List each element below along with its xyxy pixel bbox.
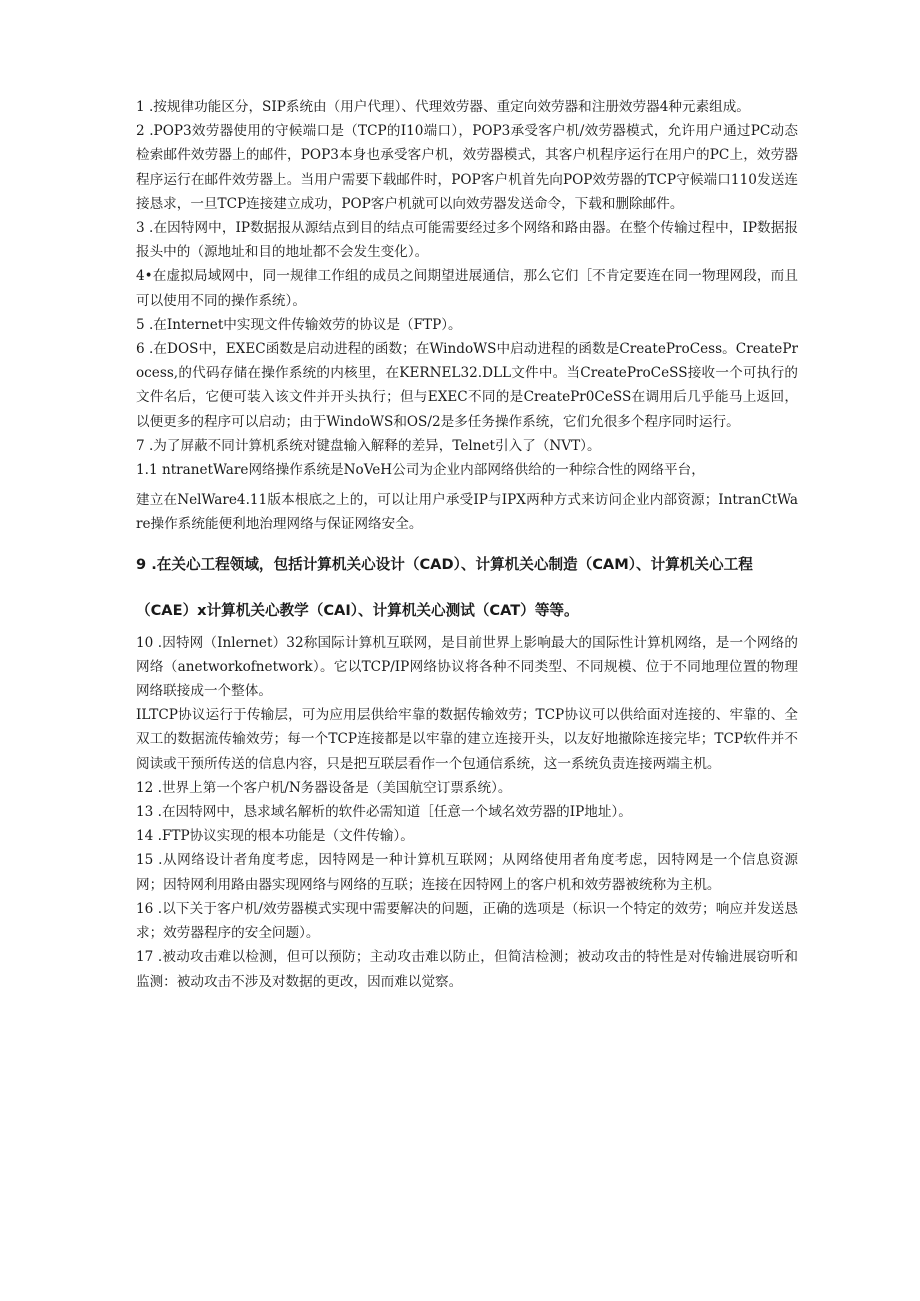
- paragraph-4: 4•在虚拟局域网中，同一规律工作组的成员之间期望进展通信，那么它们［不肯定要连在同一物理网段，而且可以使用不同的操作系统）。: [136, 268, 798, 309]
- paragraph-9-line-2: （CAE）x计算机关心教学（CAI）、计算机关心测试（CAT）等等。: [136, 601, 579, 619]
- paragraph-2: 2 .POP3效劳器使用的守候端口是（TCP的I10端口），POP3承受客户机/效劳器模式，允许用户通过PC动态检索邮件效劳器上的邮件，POP3本身也承受客户机，效劳器模式，其客户机程序运行在用户的PC上，效劳器程序运行在邮件效劳器上。当用户需要下载邮件时，POP客户机首先向POP效劳器的TCP守候端口110发送连接恳求，一旦TCP连接建立成功，POP客户机就可以向效劳器发送命令，下载和删除邮件。: [136, 123, 798, 212]
- paragraph-8b: 建立在NelWare4.11版本根底之上的，可以让用户承受IP与IPX两种方式来访问企业内部资源；IntranCtWare操作系统能便利地治理网络与保证网络安全。: [136, 492, 798, 533]
- paragraph-13: 13 .在因特网中，恳求域名解析的软件必需知道［任意一个域名效劳器的IP地址）。: [136, 804, 632, 821]
- paragraph-5: 5 .在Internet中实现文件传输效劳的协议是（FTP）。: [136, 316, 462, 333]
- paragraph-16: 16 .以下关于客户机/效劳器模式实现中需要解决的问题，正确的选项是（标识一个特定的效劳；响应并发送恳求；效劳器程序的安全问题）。: [136, 900, 798, 942]
- paragraph-17: 17 .被动攻击难以检测，但可以预防；主动攻击难以防止，但简洁检测；被动攻击的特性是对传输进展窃听和监测：被动攻击不涉及对数据的更改，因而难以觉察。: [136, 949, 798, 990]
- paragraph-3: 3 .在因特网中，IP数据报从源结点到目的结点可能需要经过多个网络和路由器。在整个传输过程中，IP数据报报头中的（源地址和目的地址都不会发生变化）。: [136, 220, 798, 261]
- paragraph-7: 7 .为了屏蔽不同计算机系统对键盘输入解释的差异，Telnet引入了（NVT）。: [136, 437, 601, 454]
- paragraph-8a: 1.1 ntranetWare网络操作系统是NoVeH公司为企业内部网络供给的一种综合性的网络平台，: [136, 462, 705, 479]
- paragraph-9-line-1: 9 .在关心工程领域，包括计算机关心设计（CAD）、计算机关心制造（CAM）、计算机关心工程: [136, 555, 753, 573]
- paragraph-1: 1 .按规律功能区分，SIP系统由（用户代理）、代理效劳器、重定向效劳器和注册效劳器4种元素组成。: [136, 99, 750, 115]
- paragraph-6: 6 .在DOS中，EXEC函数是启动进程的函数；在WindoWS中启动进程的函数是CreateProCess。CreateProcess,的代码存储在操作系统的内核里，在KERNEL32.DLL文件中。当CreateProCeSS接收一个可执行的文件名后，它便可装入该文件并开头执行；但与EXEC不同的是CreatePr0CeSS在调用后几乎能马上返回，以便更多的程序可以启动；由于WindoWS和OS/2是多任务操作系统，它们允很多个程序同时运行。: [136, 341, 798, 430]
- paragraph-14: 14 .FTP协议实现的根本功能是（文件传输）。: [136, 828, 414, 845]
- document-body: [136, 95, 798, 994]
- paragraph-11: ILTCP协议运行于传输层，可为应用层供给牢靠的数据传输效劳；TCP协议可以供给面对连接的、牢靠的、全双工的数据流传输效劳；每一个TCP连接都是以牢靠的建立连接开头，以友好地撤除连接完毕；TCP软件并不阅读或干预所传送的信息内容，只是把互联层看作一个包通信系统，这一系统负责连接两端主机。: [136, 707, 798, 772]
- paragraph-12: 12 .世界上第一个客户机/N务器设备是（美国航空订票系统）。: [136, 779, 512, 796]
- paragraph-10: 10 .因特网（Inlernet）32称国际计算机互联网，是目前世界上影响最大的国际性计算机网络，是一个网络的网络（anetworkofnetwork）。它以TCP/IP网络协议将各种不同类型、不同规模、位于不同地理位置的物理网络联接成一个整体。: [136, 634, 798, 700]
- paragraph-15: 15 .从网络设计者角度考虑，因特网是一种计算机互联网；从网络使用者角度考虑，因特网是一个信息资源网；因特网利用路由器实现网络与网络的互联；连接在因特网上的客户机和效劳器被统称为主机。: [136, 852, 798, 893]
